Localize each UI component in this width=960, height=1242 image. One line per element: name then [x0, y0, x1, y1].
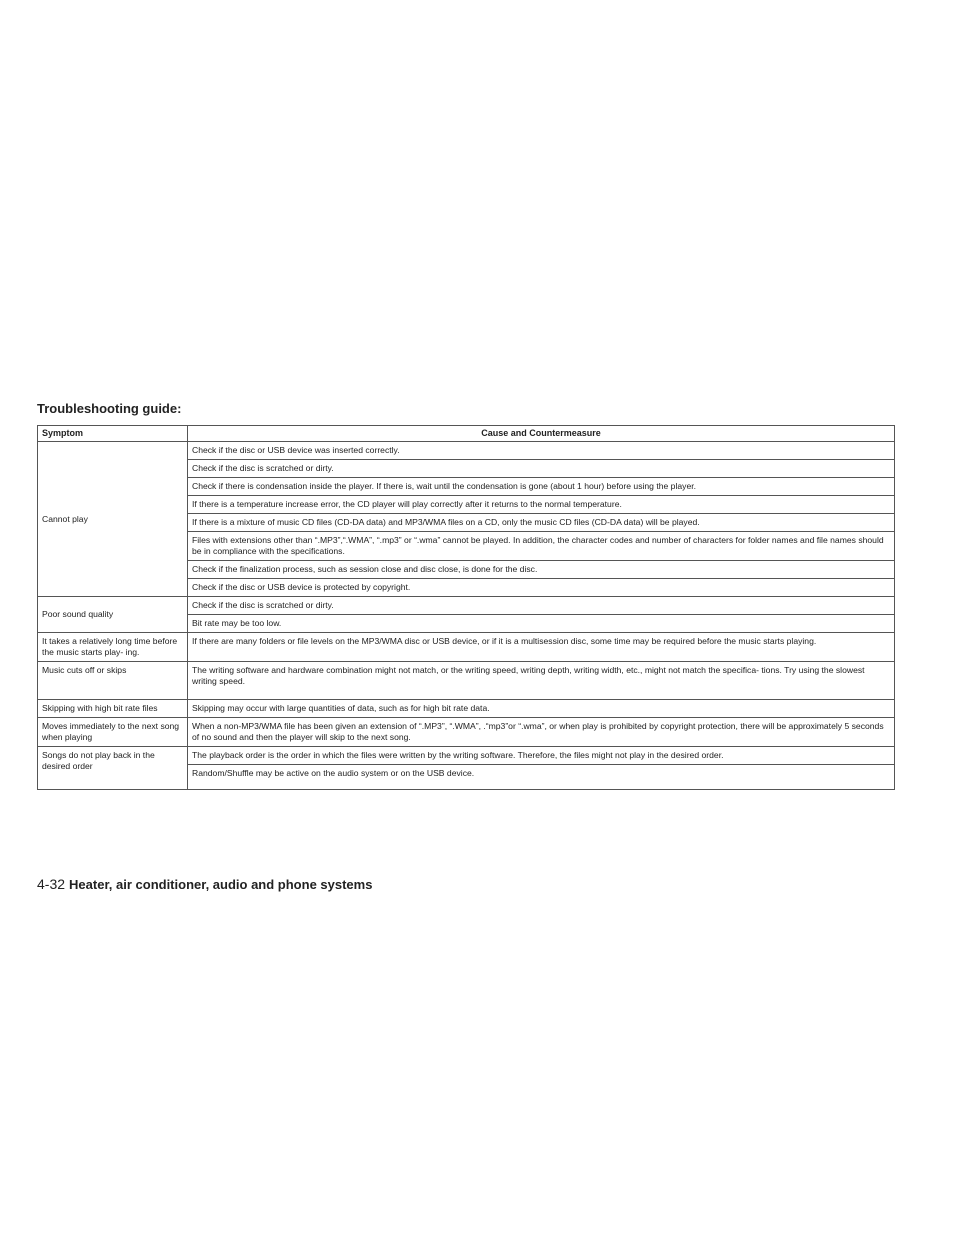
cause-cell: Check if there is condensation inside the player. If there is, wait until the condensation is gone (about 1 hour) before using the player. [188, 478, 895, 496]
cause-cell: The writing software and hardware combination might not match, or the writing speed, writing depth, writing width, etc., might not match the specifica- tions. Try using the slowest writing speed. [188, 662, 895, 700]
chapter-title: Heater, air conditioner, audio and phone systems [69, 877, 373, 892]
symptom-cell: Music cuts off or skips [38, 662, 188, 700]
symptom-cell: Moves immediately to the next song when playing [38, 718, 188, 747]
table-row [38, 597, 895, 615]
header-cause: Cause and Countermeasure [188, 426, 895, 442]
cause-cell: Check if the disc is scratched or dirty. [188, 460, 895, 478]
table-row [38, 633, 895, 662]
table-row [38, 700, 895, 718]
symptom-cell: Skipping with high bit rate files [38, 700, 188, 718]
cause-cell: Check if the disc or USB device was inserted correctly. [188, 442, 895, 460]
table-row [38, 662, 895, 700]
table-row [38, 442, 895, 460]
cause-cell: Check if the finalization process, such as session close and disc close, is done for the disc. [188, 561, 895, 579]
cause-cell: The playback order is the order in which the files were written by the writing software. Therefore, the files might not play in the desired order. [188, 747, 895, 765]
cause-cell: Skipping may occur with large quantities of data, such as for high bit rate data. [188, 700, 895, 718]
symptom-cell: Songs do not play back in the desired order [38, 747, 188, 790]
header-symptom: Symptom [38, 426, 188, 442]
cause-cell: Random/Shuffle may be active on the audio system or on the USB device. [188, 765, 895, 790]
cause-cell: Check if the disc or USB device is protected by copyright. [188, 579, 895, 597]
cause-cell: If there are many folders or file levels on the MP3/WMA disc or USB device, or if it is a multisession disc, some time may be required before the music starts playing. [188, 633, 895, 662]
symptom-cell: It takes a relatively long time before the music starts play- ing. [38, 633, 188, 662]
cause-cell: Check if the disc is scratched or dirty. [188, 597, 895, 615]
troubleshooting-table [37, 425, 895, 790]
cause-cell: If there is a temperature increase error, the CD player will play correctly after it returns to the normal temperature. [188, 496, 895, 514]
cause-cell: If there is a mixture of music CD files (CD-DA data) and MP3/WMA files on a CD, only the music CD files (CD-DA data) will be played. [188, 514, 895, 532]
table-row [38, 747, 895, 765]
section-title: Troubleshooting guide: [37, 401, 182, 416]
symptom-cell: Poor sound quality [38, 597, 188, 633]
cause-cell: Bit rate may be too low. [188, 615, 895, 633]
cause-cell: When a non-MP3/WMA file has been given an extension of “.MP3”, “.WMA”, .“mp3”or “.wma”, or when play is prohibited by copyright protection, there will be approximately 5 seconds of no sound and then the player will skip to the next song. [188, 718, 895, 747]
table-header-row [38, 426, 895, 442]
symptom-cell: Cannot play [38, 442, 188, 597]
page-footer [37, 876, 372, 892]
page-number: 4-32 [37, 876, 66, 892]
cause-cell: Files with extensions other than “.MP3”,“.WMA”, “.mp3” or “.wma” cannot be played. In addition, the character codes and number of characters for folder names and file names should be in compliance with the specifications. [188, 532, 895, 561]
table-row [38, 718, 895, 747]
